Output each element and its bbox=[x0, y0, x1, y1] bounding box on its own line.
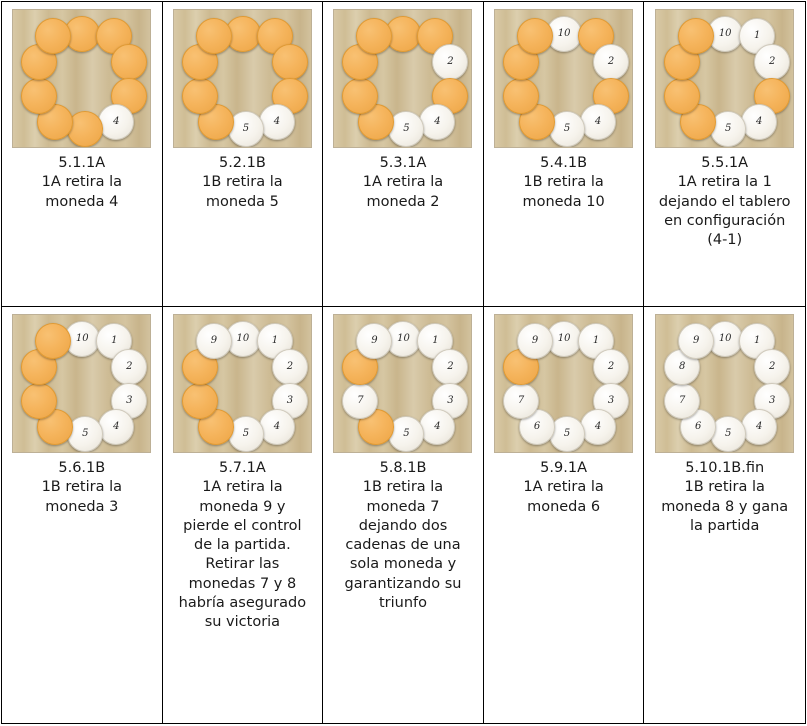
coin-board bbox=[333, 9, 472, 148]
coin-9[interactable]: 9 bbox=[517, 323, 553, 359]
panel-5.5.1A bbox=[644, 2, 805, 307]
coin-7[interactable] bbox=[182, 78, 218, 114]
coin-10[interactable]: 10 bbox=[64, 321, 100, 357]
panel-caption bbox=[15, 154, 149, 212]
coin-2[interactable]: 2 bbox=[754, 349, 790, 385]
coin-1[interactable]: 1 bbox=[417, 323, 453, 359]
coin-board bbox=[173, 314, 312, 453]
panel-5.3.1A bbox=[323, 2, 484, 307]
panel-title: 5.6.1B bbox=[58, 460, 106, 476]
coin-4[interactable]: 4 bbox=[419, 409, 455, 445]
coin-1[interactable]: 1 bbox=[739, 18, 775, 54]
coin-1[interactable]: 1 bbox=[578, 323, 614, 359]
coin-4[interactable]: 4 bbox=[98, 409, 134, 445]
coin-3[interactable]: 3 bbox=[272, 383, 308, 419]
panel-caption bbox=[497, 154, 631, 212]
panel-description: 1B retira la moneda 5 bbox=[202, 174, 283, 210]
panel-title: 5.10.1B.fin bbox=[685, 460, 765, 476]
panel-description: 1A retira la 1 dejando el tablero en configuración (4-1) bbox=[658, 174, 791, 249]
coin-10[interactable]: 10 bbox=[385, 321, 421, 357]
panel-description: 1B retira la moneda 3 bbox=[41, 479, 123, 515]
panel-title: 5.8.1B bbox=[379, 460, 427, 476]
panel-title: 5.5.1A bbox=[701, 155, 749, 171]
panel-5.6.1B bbox=[2, 307, 163, 723]
coin-2[interactable]: 2 bbox=[432, 349, 468, 385]
coin-7[interactable]: 7 bbox=[503, 383, 539, 419]
coin-7[interactable] bbox=[664, 78, 700, 114]
coin-9[interactable] bbox=[196, 18, 232, 54]
coin-6[interactable]: 6 bbox=[680, 409, 716, 445]
coin-9[interactable]: 9 bbox=[356, 323, 392, 359]
coin-9[interactable] bbox=[356, 18, 392, 54]
coin-7[interactable]: 7 bbox=[342, 383, 378, 419]
coin-5[interactable]: 5 bbox=[228, 416, 264, 452]
coin-5[interactable]: 5 bbox=[549, 111, 585, 147]
panel-5.7.1A bbox=[163, 307, 324, 723]
coin-4[interactable]: 4 bbox=[741, 104, 777, 140]
coin-board bbox=[494, 314, 633, 453]
panel-5.2.1B bbox=[163, 2, 324, 307]
panel-caption bbox=[336, 459, 470, 613]
coin-4[interactable]: 4 bbox=[741, 409, 777, 445]
coin-board bbox=[12, 9, 151, 148]
coin-4[interactable]: 4 bbox=[580, 409, 616, 445]
coin-4[interactable]: 4 bbox=[580, 104, 616, 140]
panel-caption bbox=[497, 459, 631, 517]
panel-5.8.1B bbox=[323, 307, 484, 723]
coin-10[interactable]: 10 bbox=[225, 321, 261, 357]
coin-5[interactable]: 5 bbox=[67, 416, 103, 452]
coin-6[interactable]: 6 bbox=[519, 409, 555, 445]
panel-description: 1B retira la moneda 10 bbox=[522, 174, 605, 210]
panel-grid bbox=[1, 1, 806, 724]
coin-10[interactable]: 10 bbox=[546, 321, 582, 357]
coin-2[interactable]: 2 bbox=[432, 44, 468, 80]
coin-1[interactable]: 1 bbox=[257, 323, 293, 359]
panel-description: 1B retira la moneda 8 y gana la partida bbox=[661, 479, 789, 534]
coin-9[interactable] bbox=[35, 18, 71, 54]
panel-caption bbox=[336, 154, 470, 212]
coin-2[interactable]: 2 bbox=[593, 349, 629, 385]
coin-board bbox=[333, 314, 472, 453]
coin-board bbox=[655, 314, 794, 453]
panel-5.10.1B.fin bbox=[644, 307, 805, 723]
coin-5[interactable]: 5 bbox=[549, 416, 585, 452]
coin-10[interactable]: 10 bbox=[546, 16, 582, 52]
panel-description: 1A retira la moneda 4 bbox=[41, 174, 122, 210]
panel-title: 5.7.1A bbox=[218, 460, 266, 476]
coin-5[interactable]: 5 bbox=[710, 111, 746, 147]
coin-4[interactable]: 4 bbox=[98, 104, 134, 140]
coin-2[interactable]: 2 bbox=[754, 44, 790, 80]
coin-3[interactable]: 3 bbox=[593, 383, 629, 419]
coin-2[interactable]: 2 bbox=[593, 44, 629, 80]
coin-board bbox=[173, 9, 312, 148]
coin-5[interactable] bbox=[67, 111, 103, 147]
coin-2[interactable]: 2 bbox=[111, 349, 147, 385]
coin-10[interactable]: 10 bbox=[707, 321, 743, 357]
panel-title: 5.1.1A bbox=[58, 155, 106, 171]
coin-3[interactable]: 3 bbox=[754, 383, 790, 419]
panel-5.9.1A bbox=[484, 307, 645, 723]
panel-5.1.1A bbox=[2, 2, 163, 307]
coin-1[interactable]: 1 bbox=[96, 323, 132, 359]
panel-caption bbox=[15, 459, 149, 517]
coin-5[interactable]: 5 bbox=[388, 111, 424, 147]
coin-7[interactable] bbox=[503, 78, 539, 114]
coin-3[interactable]: 3 bbox=[432, 383, 468, 419]
coin-2[interactable] bbox=[272, 44, 308, 80]
panel-description: 1A retira la moneda 9 y pierde el control de la partida. Retirar las monedas 7 y 8 habría asegurado su victoria bbox=[178, 479, 307, 631]
panel-description: 1A retira la moneda 2 bbox=[362, 174, 444, 210]
coin-8[interactable]: 8 bbox=[664, 349, 700, 385]
panel-description: 1A retira la moneda 6 bbox=[523, 479, 604, 515]
coin-1[interactable]: 1 bbox=[739, 323, 775, 359]
panel-caption bbox=[175, 154, 309, 212]
coin-board bbox=[494, 9, 633, 148]
coin-4[interactable]: 4 bbox=[259, 104, 295, 140]
coin-7[interactable]: 7 bbox=[664, 383, 700, 419]
panel-title: 5.3.1A bbox=[379, 155, 427, 171]
coin-2[interactable]: 2 bbox=[272, 349, 308, 385]
panel-description: 1B retira la moneda 7 dejando dos cadenas de una sola moneda y garantizando su triunfo bbox=[344, 479, 462, 611]
coin-9[interactable]: 9 bbox=[196, 323, 232, 359]
coin-9[interactable] bbox=[35, 323, 71, 359]
coin-9[interactable] bbox=[517, 18, 553, 54]
coin-7[interactable] bbox=[182, 383, 218, 419]
coin-3[interactable]: 3 bbox=[111, 383, 147, 419]
panel-caption bbox=[658, 459, 792, 536]
coin-5[interactable]: 5 bbox=[228, 111, 264, 147]
coin-4[interactable]: 4 bbox=[259, 409, 295, 445]
coin-board bbox=[12, 314, 151, 453]
coin-2[interactable] bbox=[111, 44, 147, 80]
coin-9[interactable]: 9 bbox=[678, 323, 714, 359]
coin-10[interactable]: 10 bbox=[707, 16, 743, 52]
panel-5.4.1B bbox=[484, 2, 645, 307]
panel-caption bbox=[658, 154, 792, 250]
panel-title: 5.4.1B bbox=[540, 155, 588, 171]
panel-caption bbox=[175, 459, 309, 633]
coin-9[interactable] bbox=[678, 18, 714, 54]
coin-5[interactable]: 5 bbox=[388, 416, 424, 452]
panel-title: 5.2.1B bbox=[218, 155, 266, 171]
panel-title: 5.9.1A bbox=[540, 460, 587, 476]
coin-4[interactable]: 4 bbox=[419, 104, 455, 140]
coin-board bbox=[655, 9, 794, 148]
coin-5[interactable]: 5 bbox=[710, 416, 746, 452]
